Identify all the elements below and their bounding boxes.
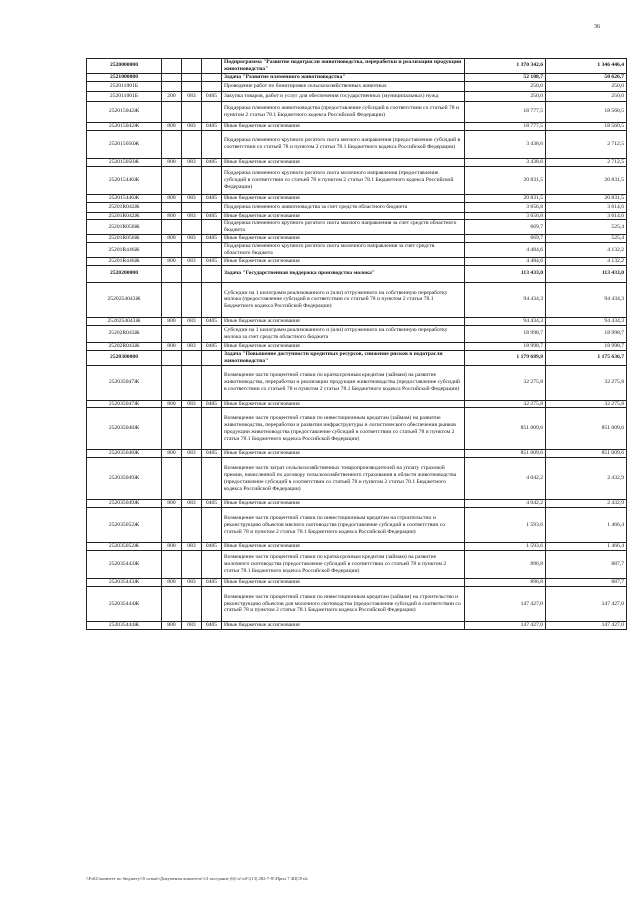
- table-row: [87, 235, 627, 243]
- table-row: [87, 265, 627, 282]
- row-name: Возмещение части затрат сельскохозяйственных товаропроизводителей на уплату страховой премии, начисленной по договору сельскохозяйственного страхования в области животноводства (предоставление субсидий в соответствии со статьей 78 и пунктом 2 статьи 78.1 Бюджетного кодекса Российской Федерации): [222, 458, 465, 500]
- expense-type-code: [162, 202, 182, 212]
- department-code: 083: [182, 212, 202, 220]
- section-code: [202, 282, 222, 317]
- row-name: Субсидии на 1 килограмм реализованного и (или) отгруженного на собственную переработку молока (предоставление субсидий в соответствии со статьей 78 и пунктом 2 статьи 78.1 Бюджетного кодекса Российской Федерации): [222, 282, 465, 317]
- amount-year-2: 4 132,2: [546, 257, 627, 265]
- row-code: 252035443Ж: [87, 579, 162, 587]
- expense-type-code: 200: [162, 91, 182, 101]
- section-code: 0405: [202, 91, 222, 101]
- department-code: 083: [182, 257, 202, 265]
- expense-type-code: [162, 130, 182, 158]
- amount-year-1: 851 009,6: [465, 408, 546, 450]
- amount-year-2: 250,0: [546, 81, 627, 91]
- expense-type-code: 800: [162, 342, 182, 350]
- expense-type-code: 800: [162, 317, 182, 325]
- row-name: Возмещение части процентной ставки по инвестиционным кредитам на строительство и реконструкцию объектов мясного скотоводства (предоставление субсидий в соответствии со статьей 78 и пунктом 2 статьи 78.1 Бюджетного кодекса Российской Федерации): [222, 508, 465, 543]
- row-name: Подпрограмма "Развитие подотрасли животноводства, переработки и реализации продукции животноводства": [222, 59, 465, 74]
- amount-year-2: 94 434,3: [546, 317, 627, 325]
- amount-year-2: 32 275,8: [546, 365, 627, 400]
- table-row: [87, 317, 627, 325]
- row-name: Иные бюджетные ассигнования: [222, 450, 465, 458]
- amount-year-1: 94 434,3: [465, 317, 546, 325]
- row-name: Иные бюджетные ассигнования: [222, 579, 465, 587]
- row-name: Поддержка племенного крупного рогатого скота мясного направления за счет средств областного бюджета: [222, 220, 465, 235]
- amount-year-2: 3 614,6: [546, 212, 627, 220]
- section-code: [202, 350, 222, 365]
- table-row: [87, 551, 627, 579]
- row-code: 2521000000: [87, 73, 162, 81]
- amount-year-2: 4 132,2: [546, 243, 627, 258]
- row-name: Субсидии на 1 килограмм реализованного и (или) отгруженного на собственную переработку молока за счет средств областного бюджета: [222, 325, 465, 342]
- row-name: Иные бюджетные ассигнования: [222, 257, 465, 265]
- row-name: Задача "Государственная поддержка производства молока": [222, 265, 465, 282]
- department-code: [182, 325, 202, 342]
- row-name: Задача "Повышение доступности кредитных ресурсов, снижение рисков в подотрасли животноводства": [222, 350, 465, 365]
- expense-type-code: [162, 81, 182, 91]
- row-code: 25202R043Ж: [87, 342, 162, 350]
- amount-year-1: 113 433,0: [465, 265, 546, 282]
- table-row: [87, 81, 627, 91]
- amount-year-2: 887,7: [546, 551, 627, 579]
- expense-type-code: [162, 73, 182, 81]
- table-row: [87, 365, 627, 400]
- row-code: 252015050Ж: [87, 130, 162, 158]
- expense-type-code: [162, 282, 182, 317]
- amount-year-2: 18 560,5: [546, 122, 627, 130]
- section-code: [202, 243, 222, 258]
- expense-type-code: 800: [162, 400, 182, 408]
- section-code: 0405: [202, 450, 222, 458]
- amount-year-1: 52 108,7: [465, 73, 546, 81]
- amount-year-2: 525,4: [546, 235, 627, 243]
- row-code: 252035444Ж: [87, 587, 162, 622]
- department-code: [182, 81, 202, 91]
- row-code: 252035047Ж: [87, 365, 162, 400]
- amount-year-1: 3 438,6: [465, 130, 546, 158]
- section-code: 0405: [202, 317, 222, 325]
- expense-type-code: [162, 59, 182, 74]
- department-code: [182, 101, 202, 122]
- section-code: 0405: [202, 122, 222, 130]
- table-row: [87, 400, 627, 408]
- expense-type-code: 800: [162, 579, 182, 587]
- row-code: 252035048Ж: [87, 450, 162, 458]
- amount-year-2: 113 433,0: [546, 265, 627, 282]
- amount-year-2: 525,4: [546, 220, 627, 235]
- section-code: [202, 265, 222, 282]
- amount-year-2: 94 434,3: [546, 282, 627, 317]
- amount-year-2: 2 712,5: [546, 158, 627, 166]
- row-name: Поддержка племенного крупного рогатого скота молочного направления за счет средств областного бюджета: [222, 243, 465, 258]
- row-code: 25201R042Ж: [87, 202, 162, 212]
- section-code: [202, 220, 222, 235]
- row-code: 252035444Ж: [87, 622, 162, 630]
- row-name: Иные бюджетные ассигнования: [222, 194, 465, 202]
- row-code: 25201R050Ж: [87, 220, 162, 235]
- row-code: 2520200000: [87, 265, 162, 282]
- table-row: [87, 500, 627, 508]
- department-code: 083: [182, 450, 202, 458]
- row-name: Закупка товаров, работ и услуг для обеспечения государственных (муниципальных) нужд: [222, 91, 465, 101]
- department-code: [182, 350, 202, 365]
- table-row: [87, 350, 627, 365]
- table-row: [87, 194, 627, 202]
- row-name: Поддержка племенного крупного рогатого скота мясного направления (предоставление субсидий в соответствии со статьей 78 и пунктом 2 статьи 78.1 Бюджетного кодекса Российской Федерации): [222, 130, 465, 158]
- amount-year-1: 1 370 342,6: [465, 59, 546, 74]
- expense-type-code: [162, 166, 182, 194]
- department-code: [182, 73, 202, 81]
- row-code: 25201R050Ж: [87, 235, 162, 243]
- section-code: [202, 73, 222, 81]
- department-code: 083: [182, 194, 202, 202]
- amount-year-1: 1 179 689,8: [465, 350, 546, 365]
- amount-year-2: 1 466,4: [546, 508, 627, 543]
- department-code: [182, 551, 202, 579]
- row-name: Иные бюджетные ассигнования: [222, 622, 465, 630]
- section-code: 0405: [202, 543, 222, 551]
- department-code: [182, 59, 202, 74]
- amount-year-1: 4 484,6: [465, 257, 546, 265]
- amount-year-2: 20 831,5: [546, 194, 627, 202]
- amount-year-2: 18 560,5: [546, 101, 627, 122]
- page-number: 36: [594, 24, 600, 30]
- amount-year-1: 18 998,7: [465, 325, 546, 342]
- table-row: [87, 325, 627, 342]
- row-name: Иные бюджетные ассигнования: [222, 342, 465, 350]
- department-code: 083: [182, 579, 202, 587]
- expense-type-code: [162, 458, 182, 500]
- amount-year-1: 1 593,6: [465, 543, 546, 551]
- table-row: [87, 122, 627, 130]
- section-code: 0405: [202, 400, 222, 408]
- department-code: [182, 130, 202, 158]
- amount-year-2: 50 626,7: [546, 73, 627, 81]
- amount-year-2: 3 614,6: [546, 202, 627, 212]
- table-row: [87, 158, 627, 166]
- budget-table: [86, 58, 627, 630]
- row-code: 25201R446Ж: [87, 243, 162, 258]
- row-name: Задача "Развитие племенного животноводства": [222, 73, 465, 81]
- row-code: 252035443Ж: [87, 551, 162, 579]
- row-code: 252011001Б: [87, 91, 162, 101]
- amount-year-1: 896,8: [465, 579, 546, 587]
- expense-type-code: [162, 551, 182, 579]
- expense-type-code: [162, 243, 182, 258]
- section-code: [202, 508, 222, 543]
- section-code: 0405: [202, 158, 222, 166]
- amount-year-1: 3 438,6: [465, 158, 546, 166]
- amount-year-2: 2 432,9: [546, 500, 627, 508]
- department-code: 083: [182, 342, 202, 350]
- table-row: [87, 257, 627, 265]
- expense-type-code: [162, 101, 182, 122]
- table-row: [87, 458, 627, 500]
- expense-type-code: 800: [162, 212, 182, 220]
- section-code: [202, 166, 222, 194]
- row-code: 252015042Ж: [87, 101, 162, 122]
- amount-year-1: 669,7: [465, 220, 546, 235]
- department-code: [182, 265, 202, 282]
- department-code: 083: [182, 158, 202, 166]
- amount-year-2: 2 712,5: [546, 130, 627, 158]
- row-code: 252035049Ж: [87, 458, 162, 500]
- expense-type-code: [162, 265, 182, 282]
- amount-year-1: 4 484,6: [465, 243, 546, 258]
- section-code: 0405: [202, 622, 222, 630]
- row-name: Иные бюджетные ассигнования: [222, 400, 465, 408]
- row-code: 252035049Ж: [87, 500, 162, 508]
- department-code: [182, 282, 202, 317]
- table-row: [87, 130, 627, 158]
- section-code: 0405: [202, 500, 222, 508]
- section-code: 0405: [202, 194, 222, 202]
- department-code: 083: [182, 235, 202, 243]
- section-code: 0405: [202, 212, 222, 220]
- department-code: 083: [182, 622, 202, 630]
- amount-year-1: 4 042,2: [465, 458, 546, 500]
- section-code: [202, 365, 222, 400]
- amount-year-1: 896,8: [465, 551, 546, 579]
- amount-year-2: 20 831,5: [546, 166, 627, 194]
- amount-year-2: 1 175 636,7: [546, 350, 627, 365]
- department-code: [182, 365, 202, 400]
- expense-type-code: 800: [162, 543, 182, 551]
- amount-year-1: 851 009,6: [465, 450, 546, 458]
- amount-year-1: 18 998,7: [465, 342, 546, 350]
- department-code: [182, 243, 202, 258]
- table-row: [87, 212, 627, 220]
- amount-year-1: 18 777,5: [465, 101, 546, 122]
- amount-year-1: 32 275,8: [465, 365, 546, 400]
- row-name: Иные бюджетные ассигнования: [222, 122, 465, 130]
- table-row: [87, 543, 627, 551]
- table-row: [87, 508, 627, 543]
- section-code: [202, 458, 222, 500]
- row-code: 252035052Ж: [87, 508, 162, 543]
- expense-type-code: 800: [162, 500, 182, 508]
- expense-type-code: [162, 587, 182, 622]
- table-row: [87, 59, 627, 74]
- department-code: [182, 408, 202, 450]
- table-row: [87, 91, 627, 101]
- row-name: Возмещение части процентной ставки по инвестиционным кредитам (займам) на развитие животноводства, переработки и развития инфраструктуры и логистического обеспечения рынков продукции животноводства (предоставление субсидий в соответствии со статьей 78 и пунктом 2 статьи 78.1 Бюджетного кодекса Российской Федерации): [222, 408, 465, 450]
- table-row: [87, 220, 627, 235]
- amount-year-1: 3 656,8: [465, 212, 546, 220]
- row-code: 25202R043Ж: [87, 325, 162, 342]
- row-name: Иные бюджетные ассигнования: [222, 235, 465, 243]
- file-path-footer: \\Fs02\\комитет по бюджету\\8 созыв\\Документы комитета\\13 заседание (6)\\л\\об\\(13) 282-7-8\\Прил 7 4ЦСР.xls: [86, 876, 308, 881]
- row-code: 252015050Ж: [87, 158, 162, 166]
- expense-type-code: [162, 350, 182, 365]
- table-row: [87, 243, 627, 258]
- table-row: [87, 282, 627, 317]
- expense-type-code: 800: [162, 158, 182, 166]
- department-code: 083: [182, 500, 202, 508]
- section-code: [202, 81, 222, 91]
- row-name: Возмещение части процентной ставки по инвестиционным кредитам (займам) на строительство и реконструкцию объектов для молочного скотоводства (предоставление субсидий в соответствии со статьей 78 и пунктом 2 статьи 78.1 Бюджетного кодекса Российской Федерации): [222, 587, 465, 622]
- amount-year-2: 1 346 446,4: [546, 59, 627, 74]
- row-name: Поддержка племенного крупного рогатого скота молочного направления (предоставление субсидий в соответствии со статьей 78 и пунктом 2 статьи 78.1 Бюджетного кодекса Российской Федерации): [222, 166, 465, 194]
- table-row: [87, 73, 627, 81]
- expense-type-code: 800: [162, 450, 182, 458]
- row-code: 252015042Ж: [87, 122, 162, 130]
- expense-type-code: 800: [162, 122, 182, 130]
- expense-type-code: 800: [162, 622, 182, 630]
- amount-year-1: 4 042,2: [465, 500, 546, 508]
- expense-type-code: 800: [162, 257, 182, 265]
- amount-year-2: 18 998,7: [546, 342, 627, 350]
- section-code: 0405: [202, 235, 222, 243]
- row-code: 252035047Ж: [87, 400, 162, 408]
- amount-year-1: 669,7: [465, 235, 546, 243]
- row-name: Возмещение части процентной ставки по краткосрочным кредитам (займам) на развитие животноводства, переработки и реализации продукции животноводства (предоставление субсидий в соответствии со статьей 78 и пунктом 2 статьи 78.1 Бюджетного кодекса Российской Федерации): [222, 365, 465, 400]
- department-code: 083: [182, 122, 202, 130]
- row-code: 252015446Ж: [87, 166, 162, 194]
- amount-year-2: 147 427,0: [546, 622, 627, 630]
- row-code: 25201R042Ж: [87, 212, 162, 220]
- amount-year-2: 851 009,6: [546, 450, 627, 458]
- row-code: 252035052Ж: [87, 543, 162, 551]
- table-row: [87, 579, 627, 587]
- department-code: [182, 202, 202, 212]
- department-code: 083: [182, 317, 202, 325]
- row-name: Иные бюджетные ассигнования: [222, 543, 465, 551]
- table-row: [87, 101, 627, 122]
- amount-year-2: 851 009,6: [546, 408, 627, 450]
- amount-year-1: 20 831,5: [465, 194, 546, 202]
- table-row: [87, 342, 627, 350]
- department-code: 083: [182, 543, 202, 551]
- table-row: [87, 408, 627, 450]
- amount-year-1: 147 427,0: [465, 622, 546, 630]
- row-name: Поддержка племенного животноводства за счет средств областного бюджета: [222, 202, 465, 212]
- expense-type-code: [162, 508, 182, 543]
- amount-year-1: 94 434,3: [465, 282, 546, 317]
- expense-type-code: [162, 220, 182, 235]
- department-code: [182, 587, 202, 622]
- section-code: [202, 587, 222, 622]
- amount-year-1: 18 777,5: [465, 122, 546, 130]
- table-row: [87, 202, 627, 212]
- row-code: 2520254043Ж: [87, 282, 162, 317]
- amount-year-1: 3 656,8: [465, 202, 546, 212]
- amount-year-1: 250,0: [465, 91, 546, 101]
- row-code: 252011001Б: [87, 81, 162, 91]
- amount-year-1: 147 427,0: [465, 587, 546, 622]
- row-name: Иные бюджетные ассигнования: [222, 212, 465, 220]
- department-code: 083: [182, 91, 202, 101]
- department-code: [182, 220, 202, 235]
- row-name: Иные бюджетные ассигнования: [222, 158, 465, 166]
- row-code: 2520000000: [87, 59, 162, 74]
- table-row: [87, 166, 627, 194]
- row-name: Иные бюджетные ассигнования: [222, 500, 465, 508]
- section-code: 0405: [202, 579, 222, 587]
- department-code: 083: [182, 400, 202, 408]
- amount-year-1: 1 593,6: [465, 508, 546, 543]
- section-code: [202, 59, 222, 74]
- amount-year-1: 250,0: [465, 81, 546, 91]
- table-row: [87, 587, 627, 622]
- row-name: Проведение работ по бонитировке сельскохозяйственных животных: [222, 81, 465, 91]
- row-name: Возмещение части процентной ставки по краткосрочным кредитам (займам) на развитие молочного скотоводства (предоставление субсидий в соответствии со статьей 78 и пунктом 2 статьи 78.1 Бюджетного кодекса Российской Федерации): [222, 551, 465, 579]
- section-code: [202, 202, 222, 212]
- section-code: [202, 551, 222, 579]
- amount-year-1: 20 831,5: [465, 166, 546, 194]
- department-code: [182, 166, 202, 194]
- amount-year-2: 2 432,9: [546, 458, 627, 500]
- row-code: 252015446Ж: [87, 194, 162, 202]
- row-code: 25201R446Ж: [87, 257, 162, 265]
- amount-year-2: 32 275,8: [546, 400, 627, 408]
- expense-type-code: [162, 325, 182, 342]
- expense-type-code: 800: [162, 235, 182, 243]
- section-code: [202, 101, 222, 122]
- amount-year-2: 147 427,0: [546, 587, 627, 622]
- row-code: 2520254043Ж: [87, 317, 162, 325]
- section-code: 0405: [202, 257, 222, 265]
- department-code: [182, 508, 202, 543]
- row-code: 252035048Ж: [87, 408, 162, 450]
- table-row: [87, 622, 627, 630]
- row-code: 2520300000: [87, 350, 162, 365]
- section-code: [202, 130, 222, 158]
- row-name: Иные бюджетные ассигнования: [222, 317, 465, 325]
- amount-year-2: 1 466,4: [546, 543, 627, 551]
- amount-year-2: 887,7: [546, 579, 627, 587]
- expense-type-code: [162, 365, 182, 400]
- section-code: [202, 408, 222, 450]
- amount-year-1: 32 275,8: [465, 400, 546, 408]
- amount-year-2: 18 998,7: [546, 325, 627, 342]
- department-code: [182, 458, 202, 500]
- expense-type-code: 800: [162, 194, 182, 202]
- section-code: 0405: [202, 342, 222, 350]
- row-name: Поддержка племенного животноводства (предоставление субсидий в соответствии со статьей 78 и пунктом 2 статьи 78.1 Бюджетного кодекса Российской Федерации): [222, 101, 465, 122]
- section-code: [202, 325, 222, 342]
- table-row: [87, 450, 627, 458]
- expense-type-code: [162, 408, 182, 450]
- amount-year-2: 250,0: [546, 91, 627, 101]
